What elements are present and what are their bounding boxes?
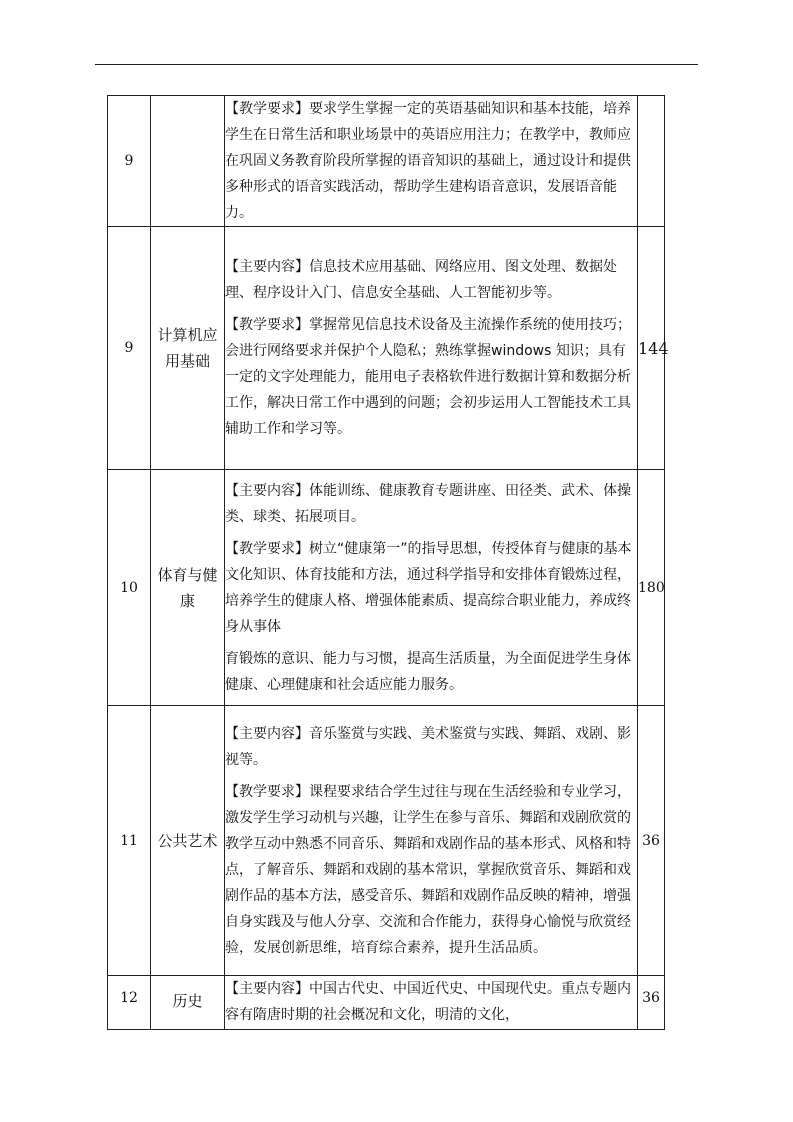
table-row bbox=[108, 227, 665, 470]
course-hours: 36 bbox=[638, 706, 665, 976]
course-hours: 36 bbox=[638, 976, 665, 1030]
course-description bbox=[225, 976, 638, 1030]
description-paragraph: 【教学要求】树立“健康第一”的指导思想，传授体育与健康的基本文化知识、体育技能和方法，通过科学指导和安排体育锻炼过程，培养学生的健康人格、增强体能素质、提高综合职业能力，养成终身从事体 bbox=[225, 540, 632, 635]
course-name: 历史 bbox=[151, 976, 225, 1030]
course-description bbox=[225, 706, 638, 976]
description-paragraph: 【主要内容】中国古代史、中国近代史、中国现代史。重点专题内容有隋唐时期的社会概况和文化，明清的文化， bbox=[225, 981, 631, 1023]
course-hours: 180 bbox=[638, 470, 665, 706]
course-name: 体育与健康 bbox=[151, 470, 225, 706]
row-number: 11 bbox=[108, 706, 151, 976]
row-number: 10 bbox=[108, 470, 151, 706]
course-description bbox=[225, 96, 638, 227]
course-hours: 144 bbox=[638, 227, 665, 470]
curriculum-table bbox=[107, 95, 669, 1030]
row-number: 9 bbox=[108, 96, 151, 227]
description-paragraph: 【教学要求】掌握常见信息技术设备及主流操作系统的使用技巧；会进行网络要求并保护个人隐私；熟练掌握windows 知识；具有一定的文字处理能力，能用电子表格软件进行数据计算和数据分析工作，解决日常工作中遇到的问题；会初步运用人工智能技术工具辅助工作和学习等。 bbox=[225, 317, 631, 437]
row-number: 12 bbox=[108, 976, 151, 1030]
course-name bbox=[151, 96, 225, 227]
course-hours bbox=[638, 96, 665, 227]
description-paragraph: 【主要内容】信息技术应用基础、网络应用、图文处理、数据处理、程序设计入门、信息安全基础、人工智能初步等。 bbox=[225, 259, 617, 301]
description-paragraph: 【教学要求】要求学生掌握一定的英语基础知识和基本技能，培养学生在日常生活和职业场景中的英语应用注力；在教学中，教师应在巩固义务教育阶段所掌握的语音知识的基础上，通过设计和提供多种形式的语音实践活动，帮助学生建构语音意识，发展语音能力。 bbox=[225, 101, 631, 221]
course-name: 计算机应用基础 bbox=[151, 227, 225, 470]
table-row bbox=[108, 470, 665, 706]
description-paragraph: 【主要内容】音乐鉴赏与实践、美术鉴赏与实践、舞蹈、戏剧、影视等。 bbox=[225, 725, 631, 768]
course-description bbox=[225, 470, 638, 706]
description-paragraph: 育锻炼的意识、能力与习惯，提高生活质量，为全面促进学生身体健康、心理健康和社会适应能力服务。 bbox=[225, 650, 631, 693]
table-row bbox=[108, 976, 665, 1030]
header-rule bbox=[95, 64, 698, 65]
description-paragraph: 【主要内容】体能训练、健康教育专题讲座、田径类、武术、体操类、球类、拓展项目。 bbox=[225, 482, 631, 525]
row-number: 9 bbox=[108, 227, 151, 470]
table-row bbox=[108, 706, 665, 976]
course-description bbox=[225, 227, 638, 470]
table-row bbox=[108, 96, 665, 227]
course-name: 公共艺术 bbox=[151, 706, 225, 976]
description-paragraph: 【教学要求】课程要求结合学生过往与现在生活经验和专业学习，激发学生学习动机与兴趣，让学生在参与音乐、舞蹈和戏剧欣赏的教学互动中熟悉不同音乐、舞蹈和戏剧作品的基本形式、风格和特点，了解音乐、舞蹈和戏剧的基本常识，掌握欣赏音乐、舞蹈和戏剧作品的基本方法，感受音乐、舞蹈和戏剧作品反映的精神，增强自身实践及与他人分享、交流和合作能力，获得身心愉悦与欣赏经验，发展创新思维，培育综合素养，提升生活品质。 bbox=[225, 783, 631, 956]
